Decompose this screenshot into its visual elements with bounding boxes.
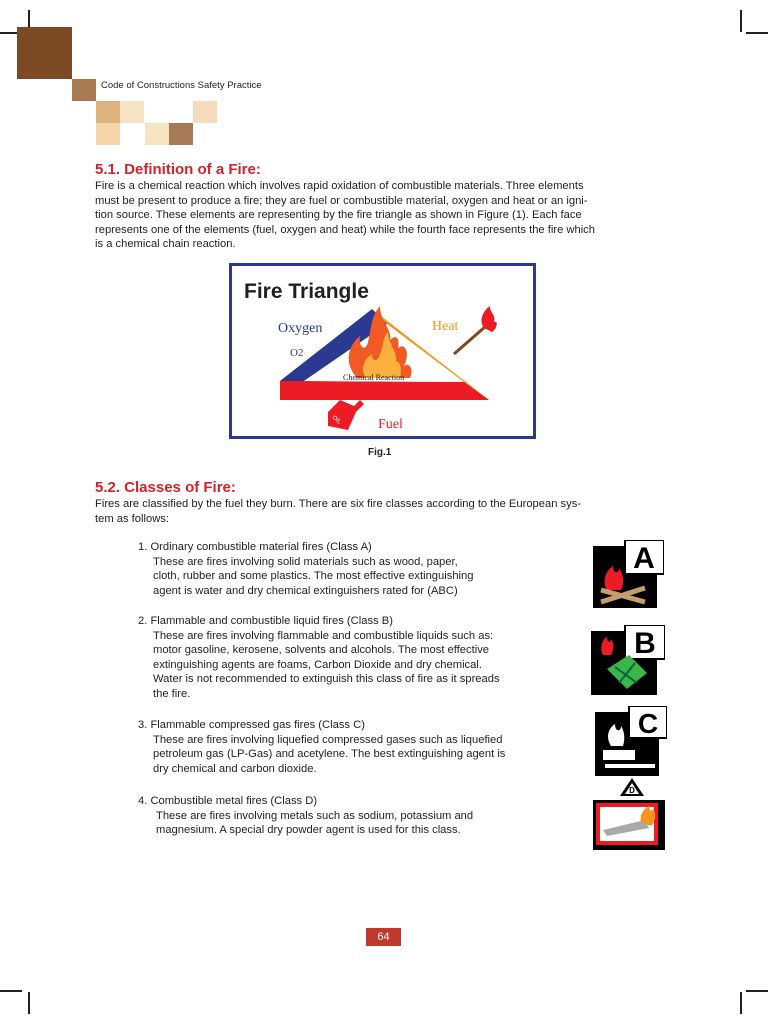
chemical-reaction-label: Chemical Reaction bbox=[343, 373, 405, 382]
class-letter: C bbox=[637, 708, 659, 739]
paragraph-line: tion source. These elements are representing by the fire triangle as shown in Figure (1). Each face bbox=[95, 209, 582, 222]
header-square bbox=[96, 123, 120, 145]
running-header: Code of Constructions Safety Practice bbox=[101, 80, 262, 91]
fire-class-line: the fire. bbox=[153, 687, 191, 700]
fire-class-line: extinguishing agents are foams, Carbon Dioxide and dry chemical. bbox=[153, 658, 482, 671]
fire-class-item bbox=[138, 614, 578, 702]
oil-label: OIL bbox=[330, 414, 342, 426]
class-a-icon bbox=[593, 540, 664, 608]
crop-mark bbox=[746, 990, 768, 992]
section-title: 5.1. Definition of a Fire: bbox=[95, 161, 261, 178]
fire-class-line: motor gasoline, kerosene, solvents and alcohols. The most effective bbox=[153, 644, 490, 657]
paragraph-line: is a chemical chain reaction. bbox=[95, 238, 236, 251]
header-square bbox=[169, 123, 193, 145]
paragraph-line: represents one of the elements (fuel, oxygen and heat) while the fourth face represents the fire which bbox=[95, 223, 595, 236]
fuel-label: Fuel bbox=[378, 417, 403, 432]
paragraph-line: must be present to produce a fire; they are fuel or combustible material, oxygen and heat or an igni- bbox=[95, 194, 588, 207]
class-letter: A bbox=[633, 542, 655, 575]
section-paragraph bbox=[95, 179, 675, 252]
paragraph-line: tem as follows: bbox=[95, 512, 169, 525]
class-c-icon bbox=[595, 706, 667, 776]
fire-class-line: These are fires involving metals such as sodium, potassium and bbox=[156, 809, 474, 822]
crop-mark bbox=[28, 992, 30, 1014]
fire-class-line: magnesium. A special dry powder agent is used for this class. bbox=[156, 824, 461, 837]
header-square bbox=[96, 101, 120, 123]
fire-class-heading: 4. Combustible metal fires (Class D) bbox=[138, 795, 318, 807]
section-paragraph bbox=[95, 497, 675, 526]
page-number: 64 bbox=[366, 928, 401, 946]
class-warning-letter: D bbox=[629, 786, 635, 795]
crop-mark bbox=[0, 990, 22, 992]
figure-title: Fire Triangle bbox=[244, 280, 369, 303]
figure-caption: Fig.1 bbox=[368, 447, 392, 458]
paragraph-line: Fire is a chemical reaction which involves rapid oxidation of combustible materials. Three elements bbox=[95, 180, 584, 192]
oxygen-label: Oxygen bbox=[278, 321, 323, 336]
header-square bbox=[17, 27, 72, 79]
fire-class-line: agent is water and dry chemical extinguishers rated for (ABC) bbox=[153, 584, 458, 597]
fire-class-line: Water is not recommended to extinguish this class of fire as it spreads bbox=[153, 673, 500, 686]
fire-class-line: These are fires involving solid materials such as wood, paper, bbox=[153, 555, 458, 568]
fire-class-line: cloth, rubber and some plastics. The most effective extinguishing bbox=[153, 570, 474, 583]
match-stick bbox=[454, 326, 486, 354]
header-square bbox=[145, 123, 169, 145]
fire-triangle-figure bbox=[229, 263, 536, 439]
fire-class-line: dry chemical and carbon dioxide. bbox=[153, 762, 317, 775]
fire-class-heading: 1. Ordinary combustible material fires (Class A) bbox=[138, 541, 372, 553]
heat-label: Heat bbox=[432, 319, 459, 334]
fire-class-item bbox=[138, 540, 578, 598]
class-d-icon bbox=[593, 800, 665, 850]
fuel-side bbox=[280, 381, 489, 400]
fire-class-item bbox=[138, 794, 578, 838]
o2-label: O2 bbox=[290, 347, 304, 359]
fire-class-heading: 2. Flammable and combustible liquid fires (Class B) bbox=[138, 615, 393, 627]
class-warning-icon bbox=[620, 778, 644, 796]
section-title: 5.2. Classes of Fire: bbox=[95, 479, 236, 496]
crop-mark bbox=[740, 992, 742, 1014]
header-square bbox=[193, 101, 217, 123]
fire-class-heading: 3. Flammable compressed gas fires (Class C) bbox=[138, 719, 365, 731]
class-b-icon bbox=[591, 625, 665, 695]
class-letter: B bbox=[634, 627, 656, 660]
paragraph-line: Fires are classified by the fuel they burn. There are six fire classes according to the European sys- bbox=[95, 498, 582, 510]
fire-class-line: petroleum gas (LP-Gas) and acetylene. The best extinguishing agent is bbox=[153, 748, 506, 761]
fire-class-line: These are fires involving liquefied compressed gases such as liquefied bbox=[153, 733, 503, 746]
crop-mark bbox=[740, 10, 742, 32]
header-square bbox=[120, 101, 144, 123]
crop-mark bbox=[746, 32, 768, 34]
fire-triangle-diagram bbox=[232, 266, 533, 436]
fire-class-item bbox=[138, 718, 578, 776]
fire-class-line: These are fires involving flammable and combustible liquids such as: bbox=[153, 629, 494, 642]
header-square bbox=[72, 79, 96, 101]
